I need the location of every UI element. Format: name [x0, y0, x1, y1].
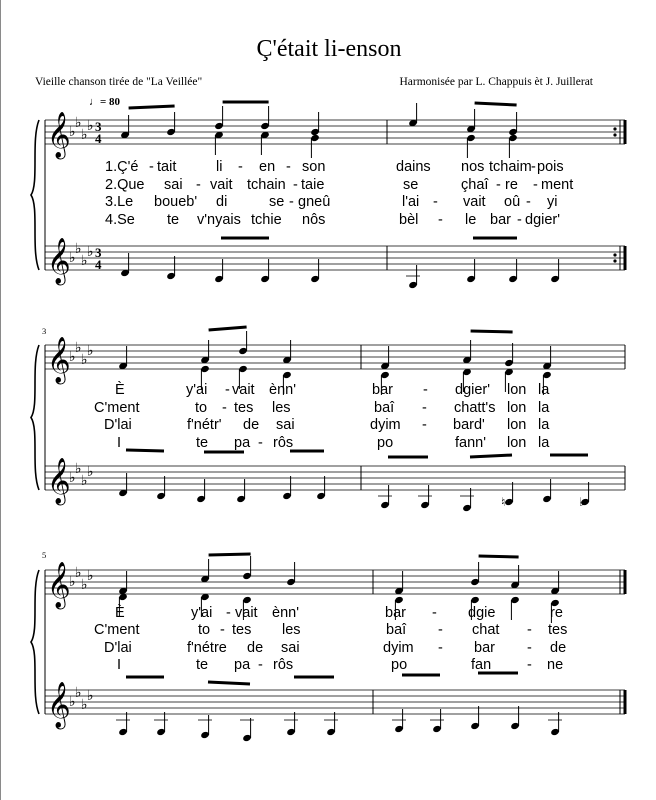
lyric: -: [438, 640, 443, 656]
lyric: bar: [474, 640, 495, 656]
lyric: tchain: [247, 177, 286, 193]
lyric: -: [423, 382, 428, 398]
lyric: -: [438, 212, 443, 228]
lyric: çhaî: [461, 177, 489, 193]
lyric: D'lai: [104, 417, 132, 433]
beam: [208, 682, 250, 684]
lyric: le: [465, 212, 477, 228]
treble-clef: 𝄞: [47, 682, 71, 728]
lyric: boueb': [154, 194, 198, 210]
flat-sign: ♭: [81, 352, 88, 368]
lyric: te: [196, 435, 209, 451]
lyric: -: [293, 177, 298, 193]
lyric: -: [422, 417, 427, 433]
lyric: nos: [461, 159, 485, 175]
lyric: -: [496, 177, 501, 193]
lyric: son: [302, 159, 326, 175]
lyric: tait: [157, 159, 177, 175]
lyric: -: [527, 640, 532, 656]
lyric: vait: [235, 605, 258, 621]
lyric: lon: [507, 400, 527, 416]
lyric: dgier': [455, 382, 491, 398]
lyric: rôs: [273, 657, 294, 673]
lyric: to: [195, 400, 208, 416]
lyric: I: [117, 435, 122, 451]
time-signature-denominator: 4: [95, 257, 102, 272]
staff: [45, 246, 625, 270]
lyric: la: [538, 417, 550, 433]
lyric: -: [526, 194, 531, 210]
beam: [126, 450, 164, 451]
lyric: -: [289, 194, 294, 210]
repeat-dot: [613, 133, 616, 136]
flat-sign: ♭: [81, 127, 88, 143]
flat-sign: ♭: [87, 568, 94, 584]
lyric: -: [258, 657, 263, 673]
flat-sign: ♭: [81, 697, 88, 713]
lyric: y'ai: [186, 382, 208, 398]
treble-clef: 𝄞: [47, 238, 71, 284]
lyric: -: [196, 177, 201, 193]
beam: [209, 327, 247, 330]
treble-clef: 𝄞: [47, 337, 71, 383]
flat-sign: ♭: [69, 694, 76, 710]
brace: [31, 345, 39, 490]
lyric: en: [259, 159, 276, 175]
lyric: bard': [453, 417, 485, 433]
lyric: dgie: [468, 605, 496, 621]
lyric: vait: [463, 194, 486, 210]
lyric: po: [391, 657, 408, 673]
lyric: -: [533, 177, 538, 193]
lyric: baî: [374, 400, 395, 416]
lyric: te: [167, 212, 180, 228]
lyric: sai: [164, 177, 183, 193]
flat-sign: ♭: [87, 118, 94, 134]
flat-sign: ♭: [87, 688, 94, 704]
beam: [471, 331, 513, 332]
source-note: Vieille chanson tirée de "La Veillée": [35, 76, 203, 88]
lyric: se: [403, 177, 419, 193]
repeat-dot: [613, 253, 616, 256]
time-signature-denominator: 4: [95, 131, 102, 146]
lyric: -: [527, 657, 532, 673]
repeat-dot: [613, 259, 616, 262]
lyric: chat: [472, 622, 500, 638]
flat-sign: ♭: [69, 470, 76, 486]
lyric: pa: [234, 657, 251, 673]
lyric: lon: [507, 382, 527, 398]
lyric: se: [269, 194, 285, 210]
flat-sign: ♭: [69, 250, 76, 266]
staff: [45, 120, 625, 144]
flat-sign: ♭: [69, 349, 76, 365]
lyric: les: [282, 622, 301, 638]
flat-sign: ♭: [81, 577, 88, 593]
arranger-note: Harmonisée par L. Chappuis èt J. Juillerat: [399, 76, 593, 88]
flat-sign: ♭: [69, 124, 76, 140]
flat-sign: ♭: [75, 565, 82, 581]
lyric: -: [422, 400, 427, 416]
lyric: tes: [234, 400, 254, 416]
staff: [45, 466, 625, 490]
lyric: to: [198, 622, 211, 638]
brace: [31, 120, 39, 270]
lyric: -: [258, 435, 263, 451]
lyric: oû: [504, 194, 521, 210]
lyric: 4.Se: [105, 212, 135, 228]
song-title: Ç'était li-enson: [256, 36, 402, 62]
flat-sign: ♭: [75, 461, 82, 477]
lyric: -: [286, 159, 291, 175]
lyric: tes: [232, 622, 252, 638]
lyric: dgier': [525, 212, 561, 228]
lyric: tchaim: [489, 159, 532, 175]
lyric: I: [117, 657, 122, 673]
lyric: la: [538, 400, 550, 416]
lyric: la: [538, 382, 550, 398]
lyric: sai: [281, 640, 300, 656]
accidental: ♭: [579, 495, 585, 509]
lyric: dains: [396, 159, 431, 175]
lyric: de: [247, 640, 264, 656]
lyric: fan: [471, 657, 492, 673]
treble-clef: 𝄞: [47, 562, 71, 608]
lyric: dyim: [370, 417, 401, 433]
treble-clef: 𝄞: [47, 458, 71, 504]
flat-sign: ♭: [87, 343, 94, 359]
lyric: fann': [455, 435, 486, 451]
lyric: tchie: [251, 212, 282, 228]
beam: [209, 554, 251, 555]
lyric: È: [115, 382, 125, 398]
lyric: v'nyais: [197, 212, 241, 228]
lyric: f'nétre: [187, 640, 227, 656]
lyric: -: [225, 382, 230, 398]
beam: [475, 103, 517, 105]
lyric: l'ai: [402, 194, 420, 210]
lyric: lon: [507, 435, 527, 451]
lyric: -: [517, 212, 522, 228]
lyric: bar: [372, 382, 393, 398]
lyric: yi: [547, 194, 558, 210]
flat-sign: ♭: [69, 574, 76, 590]
time-signature-numerator: 3: [95, 245, 102, 260]
lyric: ènn': [272, 605, 299, 621]
time-signature-numerator: 3: [95, 119, 102, 134]
lyric: 2.Que: [105, 177, 145, 193]
lyric: -: [438, 622, 443, 638]
lyric: 1.Ç'é: [105, 159, 139, 175]
lyric: taie: [301, 177, 325, 193]
staff: [45, 570, 625, 594]
lyric: -: [238, 159, 243, 175]
lyric: chatt's: [454, 400, 496, 416]
lyric: de: [550, 640, 567, 656]
flat-sign: ♭: [81, 473, 88, 489]
lyric: -: [531, 159, 536, 175]
measure-number-3: 3: [42, 326, 47, 336]
lyric: C'ment: [94, 400, 140, 416]
repeat-dot: [613, 127, 616, 130]
lyric: tes: [548, 622, 568, 638]
lyric: sai: [276, 417, 295, 433]
lyric: ènn': [269, 382, 296, 398]
lyric: re: [505, 177, 518, 193]
lyric: y'ai: [191, 605, 213, 621]
beam: [470, 455, 512, 457]
lyric: li: [216, 159, 223, 175]
lyric: rôs: [273, 435, 294, 451]
brace: [31, 570, 39, 714]
flat-sign: ♭: [75, 340, 82, 356]
lyric: -: [527, 622, 532, 638]
accidental: ♮: [501, 495, 506, 509]
lyric: dyim: [383, 640, 414, 656]
lyric: te: [196, 657, 209, 673]
lyric: 3.Le: [105, 194, 134, 210]
lyric: po: [377, 435, 394, 451]
lyric: nôs: [302, 212, 326, 228]
lyric: bar: [385, 605, 406, 621]
lyric: pois: [537, 159, 564, 175]
lyric: -: [226, 605, 231, 621]
lyric: pa: [234, 435, 251, 451]
lyric: È: [115, 605, 125, 621]
lyric: de: [243, 417, 260, 433]
measure-number-5: 5: [42, 550, 47, 560]
lyric: gneû: [298, 194, 331, 210]
treble-clef: 𝄞: [47, 112, 71, 158]
flat-sign: ♭: [87, 464, 94, 480]
lyric: C'ment: [94, 622, 140, 638]
lyric: bèl: [399, 212, 419, 228]
flat-sign: ♭: [87, 244, 94, 260]
staff: [45, 690, 625, 714]
lyric: vait: [232, 382, 255, 398]
lyric: baî: [386, 622, 407, 638]
lyric: vait: [210, 177, 233, 193]
flat-sign: ♭: [75, 685, 82, 701]
lyric: ment: [541, 177, 574, 193]
lyric: -: [222, 400, 227, 416]
lyric: ne: [547, 657, 564, 673]
tempo-marking: ♩= 80: [89, 96, 121, 108]
lyric: -: [220, 622, 225, 638]
flat-sign: ♭: [81, 253, 88, 269]
lyric: di: [216, 194, 228, 210]
beam: [129, 106, 175, 108]
lyric: les: [272, 400, 291, 416]
lyric: re: [550, 605, 563, 621]
lyric: la: [538, 435, 550, 451]
flat-sign: ♭: [75, 241, 82, 257]
lyric: -: [433, 194, 438, 210]
lyric: bar: [490, 212, 511, 228]
lyric: -: [149, 159, 154, 175]
staff: [45, 345, 625, 369]
lyric: -: [432, 605, 437, 621]
beam: [479, 556, 519, 557]
lyric: D'lai: [104, 640, 132, 656]
lyric: lon: [507, 417, 527, 433]
lyric: f'nétr': [187, 417, 222, 433]
flat-sign: ♭: [75, 115, 82, 131]
